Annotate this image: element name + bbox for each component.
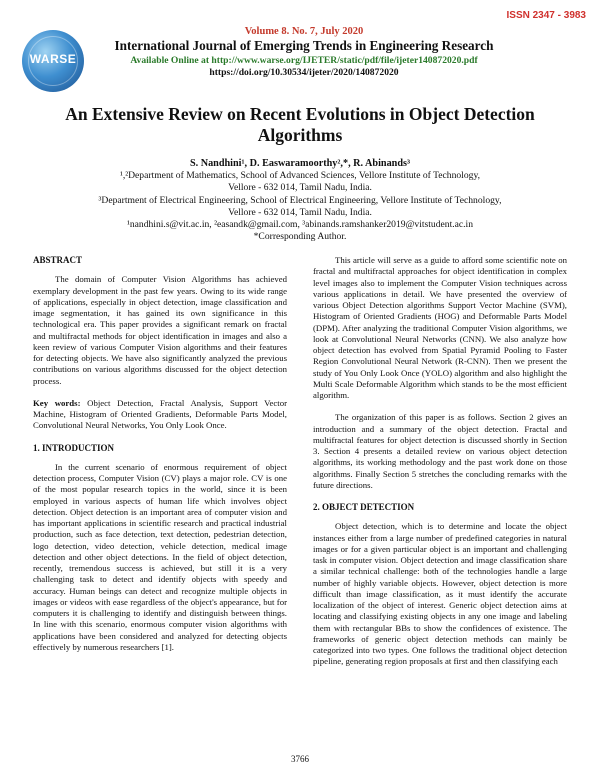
author-names: S. Nandhini¹, D. Easwaramoorthy²,*, R. Abinands³ <box>189 158 411 169</box>
journal-name: International Journal of Emerging Trends in Engineering Research <box>114 38 494 53</box>
doi-link[interactable]: https://doi.org/10.30534/ijeter/2020/140872020 <box>209 67 399 78</box>
author-emails: ¹nandhini.s@vit.ac.in, ²easandk@gmail.com, ³abinands.ramshanker2019@vitstudent.ac.in <box>126 219 474 231</box>
introduction-heading: 1. INTRODUCTION <box>33 442 115 453</box>
journal-header <box>84 26 524 78</box>
volume-info: Volume 8. No. 7, July 2020 <box>244 26 364 37</box>
page-number: 3766 <box>291 754 309 764</box>
abstract-text: The domain of Computer Vision Algorithms has achieved exemplary development in the past few years. Owing to its wide range of applications, especially in object detection, image classification and image segmentation, it has gained its own significance in this technological era. This paper provides a significant remark on fractal and multifractal methods for object identification in images and also a keen review of various Computer Vision algorithms and their features for detecting objects. We have also significantly analyzed the previous contributions on various algorithms discussed for the object detection process. <box>33 274 287 386</box>
available-online-link[interactable]: Available Online at http://www.warse.org/IJETER/static/pdf/file/ijeter140872020.pdf <box>130 55 478 66</box>
affiliation-1-address: Vellore - 632 014, Tamil Nadu, India. <box>228 182 372 194</box>
affiliation-2-address: Vellore - 632 014, Tamil Nadu, India. <box>228 206 372 218</box>
issn-label: ISSN 2347 - 3983 <box>506 10 586 21</box>
corresponding-note: *Corresponding Author. <box>253 231 347 243</box>
object-detection-heading: 2. OBJECT DETECTION <box>313 502 415 512</box>
affiliation-1: ¹,²Department of Mathematics, School of Advanced Sciences, Vellore Institute of Technology, <box>119 170 481 182</box>
logo-text: WARSE <box>29 52 77 66</box>
keywords-label: Key words: <box>33 397 81 408</box>
right-column <box>313 255 567 679</box>
paper-title: An Extensive Review on Recent Evolutions in Object Detection Algorithms <box>65 104 535 145</box>
guide-paragraph: This article will serve as a guide to afford some scientific note on fractal and multifractal approaches for object identification in complex level images also to implement the Computer Vision techniques across various applications in detail. We have presented the overview of various Object Detection algorithms Support Vector Machine (SVM), Histogram of Oriented Gradients (HOG) and Deformable Parts Model (DPM). After analyzing the traditional Computer Vision algorithms, we look at Convolutional Neural Networks (CNN). We also analyze how object detection has evolved from Spatial Pyramid Pooling to Faster Region Convolutional Neural Network (R-CNN). Then we present the study of You Only Look Once (YOLO) algorithm and also highlight the Multi Scale Deformable Algorithm which stands to be the most efficient algorithm. <box>313 255 567 400</box>
warse-logo <box>22 30 84 92</box>
author-block <box>40 158 560 243</box>
abstract-heading: ABSTRACT <box>33 255 83 265</box>
left-column <box>33 255 287 664</box>
organization-paragraph: The organization of this paper is as follows. Section 2 gives an introduction and a summary of the object detection. Fractal and multifractal features for object detection is discussed shortly in Section 3. Section 4 presents a detailed review on various object detection algorithms, its working methodology and the past work done on those algorithms. Finally Section 5 stretches the concluding remarks with the future directions. <box>313 412 567 490</box>
introduction-text: In the current scenario of enormous requirement of object detection process, Computer Vision (CV) plays a major role. CV is one of the most popular research topics in the world, since it is been employed in various aspects of human life which involves object detection. Object detection is an important area of computer vision and has important applications in scientific research and practical industrial production, such as face detection, text detection, pedestrian detection, logo detection, video detection, vehicle detection, medical image detection and other object detections. In the field of object detection, recently, tremendous success is achieved, but still it is a very challenging task to detect and identify objects with speedy and accuracy. Human beings can detect and recognize multiple objects in images or videos with ease regardless of the object's appearance, but for computers it is challenging to identify and distinguish between things. In line with this scenario, enormous computer vision algorithms with applications have been considered and analyzed for detecting objects effectively by numerous researchers [1]. <box>33 461 287 652</box>
affiliation-2: ³Department of Electrical Engineering, School of Electrical Engineering, Vellore Institute of Technology, <box>98 194 502 206</box>
object-detection-text: Object detection, which is to determine and locate the object instances either from a large number of predefined categories in natural images or for a given particular object is an important and challenging task in computer vision. Object detection and image classification share a similar technical challenge: both of the technologies handle a large number of highly variable objects. However, object detection is more difficult than image classification, as it must identify the accurate localization of the object of interest. Generic object detection aims at locating and classifying existing objects in any one image and labeling them with rectangular BBs to show the confidences of existence. The frameworks of generic object detection methods can mainly be categorized into two types. One follows the traditional object detection pipeline, generating region proposals at first and then classifying each <box>313 521 567 667</box>
keywords-text: Object Detection, Fractal Analysis, Support Vector Machine, Histogram of Oriented Gradients, Deformable Parts Model, Convolutional Neural Networks, You Only Look Once. <box>33 397 288 431</box>
keywords <box>33 398 287 432</box>
